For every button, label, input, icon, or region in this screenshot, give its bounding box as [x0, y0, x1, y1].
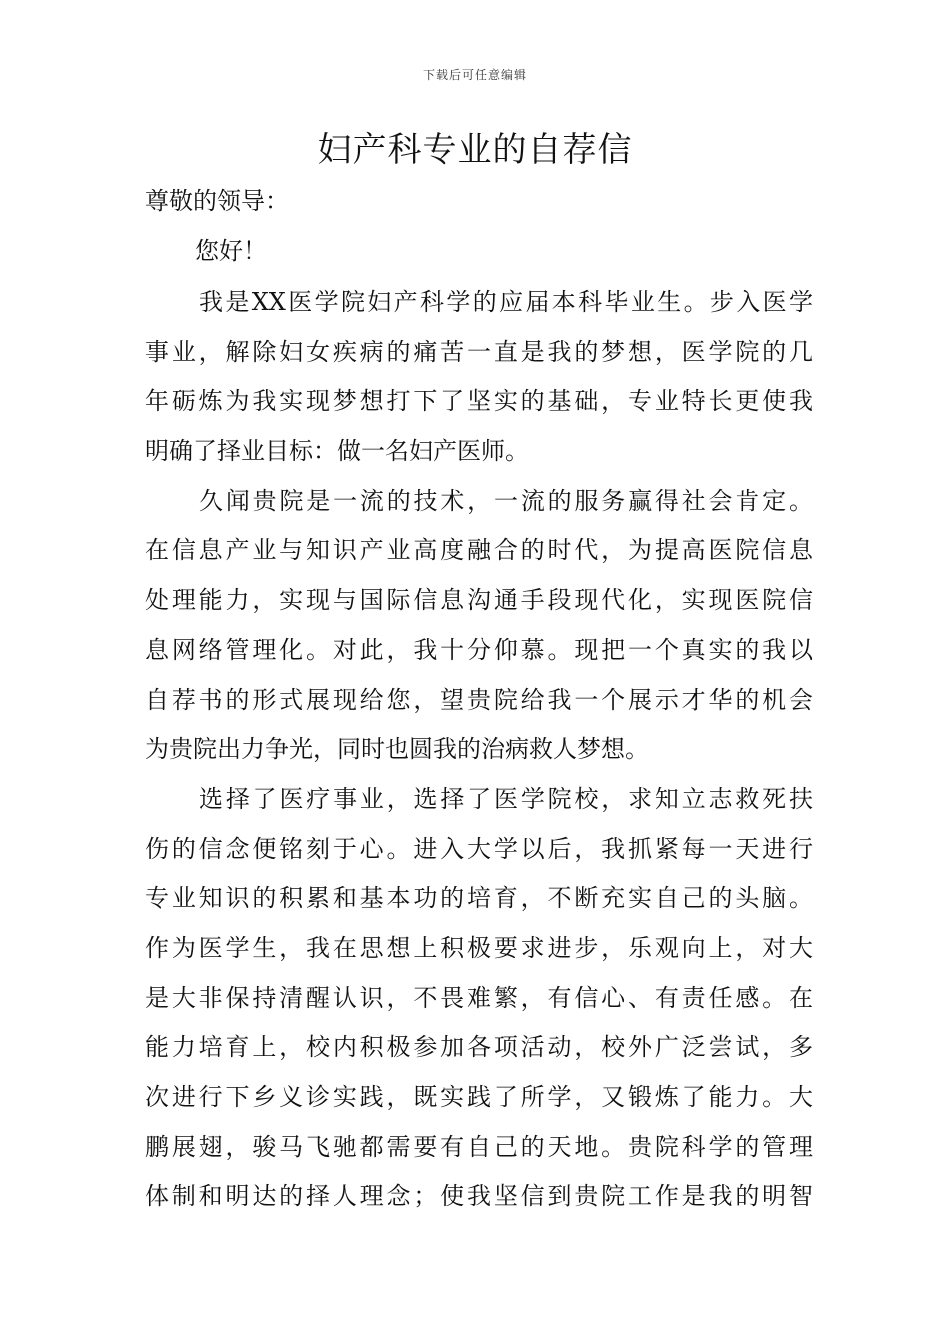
text-line: 年砺炼为我实现梦想打下了坚实的基础，专业特长更使我 [145, 387, 813, 416]
text-line: 明确了择业目标：做一名妇产医师。 [145, 437, 529, 466]
text-line: 久闻贵院是一流的技术，一流的服务赢得社会肯定。 [199, 486, 813, 515]
text-line: 事业，解除妇女疾病的痛苦一直是我的梦想，医学院的几 [145, 337, 813, 366]
salutation: 尊敬的领导： [145, 187, 289, 215]
text-line: 息网络管理化。对此，我十分仰慕。现把一个真实的我以 [145, 635, 813, 664]
page-title: 妇产科专业的自荐信 [317, 130, 633, 170]
text-line: 能力培育上，校内积极参加各项活动，校外广泛尝试，多 [145, 1033, 813, 1062]
text-line: 作为医学生，我在思想上积极要求进步，乐观向上，对大 [145, 933, 813, 962]
text-line: 体制和明达的择人理念；使我坚信到贵院工作是我的明智 [145, 1182, 813, 1211]
paragraph-2 [145, 477, 813, 775]
text-line: 处理能力，实现与国际信息沟通手段现代化，实现医院信 [145, 586, 813, 615]
text-line: 选择了医疗事业，选择了医学院校，求知立志救死扶 [199, 784, 813, 813]
text-line: 在信息产业与知识产业高度融合的时代，为提高医院信息 [145, 536, 813, 565]
text-line: 专业知识的积累和基本功的培育，不断充实自己的头脑。 [145, 884, 813, 913]
header-note: 下载后可任意编辑 [422, 68, 527, 82]
text-line: 伤的信念便铭刻于心。进入大学以后，我抓紧每一天进行 [145, 834, 813, 863]
text-line: 次进行下乡义诊实践，既实践了所学，又锻炼了能力。大 [145, 1083, 813, 1111]
paragraph-3 [145, 775, 813, 1222]
text-line: 自荐书的形式展现给您，望贵院给我一个展示才华的机会 [145, 685, 813, 714]
text-line: 是大非保持清醒认识，不畏难繁，有信心、有责任感。在 [145, 983, 813, 1012]
greeting: 您好！ [195, 237, 267, 265]
paragraph-1 [145, 278, 813, 477]
text-line: 为贵院出力争光，同时也圆我的治病救人梦想。 [145, 735, 649, 764]
text-line: 我是XX医学院妇产科学的应届本科毕业生。步入医学 [199, 288, 813, 316]
letter-body [145, 278, 813, 1222]
text-line: 鹏展翅，骏马飞驰都需要有自己的天地。贵院科学的管理 [145, 1132, 813, 1161]
